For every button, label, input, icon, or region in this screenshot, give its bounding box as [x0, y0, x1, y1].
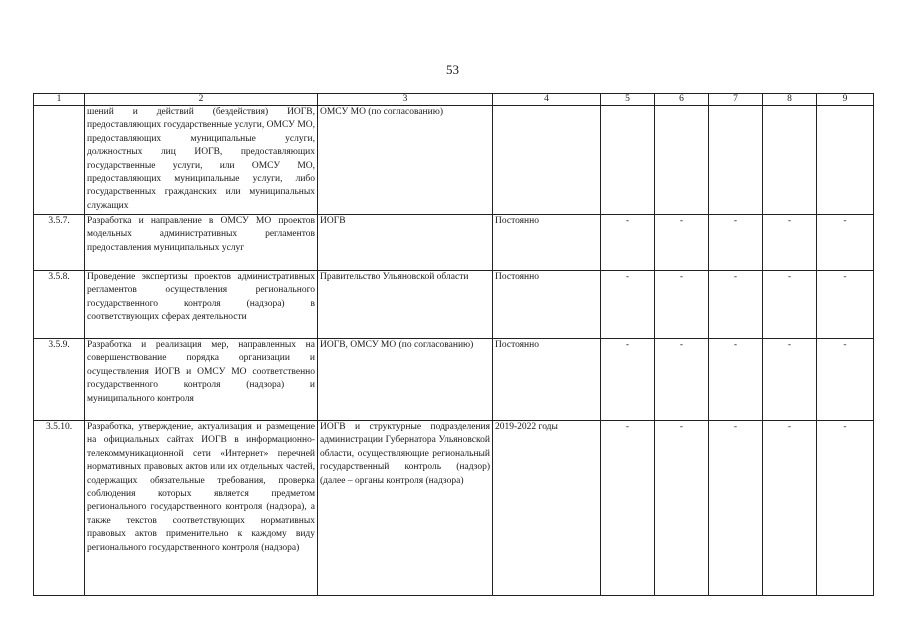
column-header: 5	[601, 94, 655, 106]
item-value	[817, 106, 874, 215]
item-term: Постоянно	[493, 271, 601, 339]
item-value: -	[601, 215, 655, 271]
item-number: 3.5.9.	[34, 339, 85, 421]
column-header: 3	[318, 94, 493, 106]
item-value: -	[817, 421, 874, 596]
column-header: 1	[34, 94, 85, 106]
item-value	[709, 106, 763, 215]
column-header: 8	[763, 94, 817, 106]
item-value: -	[763, 215, 817, 271]
item-value: -	[817, 339, 874, 421]
item-value: -	[817, 215, 874, 271]
table-row	[34, 421, 874, 596]
item-executor: ИОГВ	[318, 215, 493, 271]
item-value: -	[709, 271, 763, 339]
page-number: 53	[446, 62, 459, 77]
item-value: -	[655, 421, 709, 596]
column-header: 4	[493, 94, 601, 106]
item-value: -	[709, 215, 763, 271]
item-description: Разработка и направление в ОМСУ МО проектов модельных административных регламентов предоставления муниципальных услуг	[85, 215, 318, 271]
column-header: 2	[85, 94, 318, 106]
item-value	[763, 106, 817, 215]
item-value: -	[763, 271, 817, 339]
table-row	[34, 215, 874, 271]
item-value: -	[655, 271, 709, 339]
item-number: 3.5.8.	[34, 271, 85, 339]
column-header: 7	[709, 94, 763, 106]
column-header: 9	[817, 94, 874, 106]
item-value: -	[601, 271, 655, 339]
item-description: Разработка, утверждение, актуализация и размещение на официальных сайтах ИОГВ в информационно-телекоммуникационной сети «Интернет» перечней нормативных правовых актов или их отдельных частей, содержащих обязательные требования, проверка соблюдения которых является предметом регионального государственного контроля (надзора), а также текстов соответствующих нормативных правовых актов применительно к каждому виду регионального государственного контроля (надзора)	[85, 421, 318, 596]
header-row	[34, 94, 874, 106]
item-value	[655, 106, 709, 215]
item-number: 3.5.7.	[34, 215, 85, 271]
item-executor: ИОГВ, ОМСУ МО (по согласованию)	[318, 339, 493, 421]
item-value	[601, 106, 655, 215]
item-description: Проведение экспертизы проектов административных регламентов осуществления регионального государственного контроля (надзора) в соответствующих сферах деятельности	[85, 271, 318, 339]
item-executor: ОМСУ МО (по согласованию)	[318, 106, 493, 215]
item-term: Постоянно	[493, 215, 601, 271]
table-row	[34, 339, 874, 421]
item-value: -	[817, 271, 874, 339]
table-row	[34, 106, 874, 215]
column-header: 6	[655, 94, 709, 106]
item-value: -	[763, 339, 817, 421]
item-description: шений и действий (бездействия) ИОГВ, предоставляющих государственные услуги, ОМСУ МО, предоставляющих муниципальные услуги, должностных лиц ИОГВ, предоставляющих государственные услуги, или ОМСУ МО, предоставляющих муниципальные услуги, либо государственных гражданских или муниципальных служащих	[85, 106, 318, 215]
item-number	[34, 106, 85, 215]
item-term: 2019-2022 годы	[493, 421, 601, 596]
table-row	[34, 271, 874, 339]
item-value: -	[601, 421, 655, 596]
item-value: -	[601, 339, 655, 421]
item-value: -	[655, 215, 709, 271]
item-value: -	[709, 339, 763, 421]
item-executor: Правительство Ульяновской области	[318, 271, 493, 339]
item-number: 3.5.10.	[34, 421, 85, 596]
item-term	[493, 106, 601, 215]
plan-table	[33, 93, 874, 596]
item-term: Постоянно	[493, 339, 601, 421]
item-executor: ИОГВ и структурные подразделения администрации Губернатора Ульяновской области, осуществляющие региональный государственный контроль (надзор) (далее – органы контроля (надзора)	[318, 421, 493, 596]
item-value: -	[709, 421, 763, 596]
item-value: -	[655, 339, 709, 421]
item-description: Разработка и реализация мер, направленных на совершенствование порядка организации и осуществления ИОГВ и ОМСУ МО соответственно государственного контроля (надзора) и муниципального контроля	[85, 339, 318, 421]
item-value: -	[763, 421, 817, 596]
